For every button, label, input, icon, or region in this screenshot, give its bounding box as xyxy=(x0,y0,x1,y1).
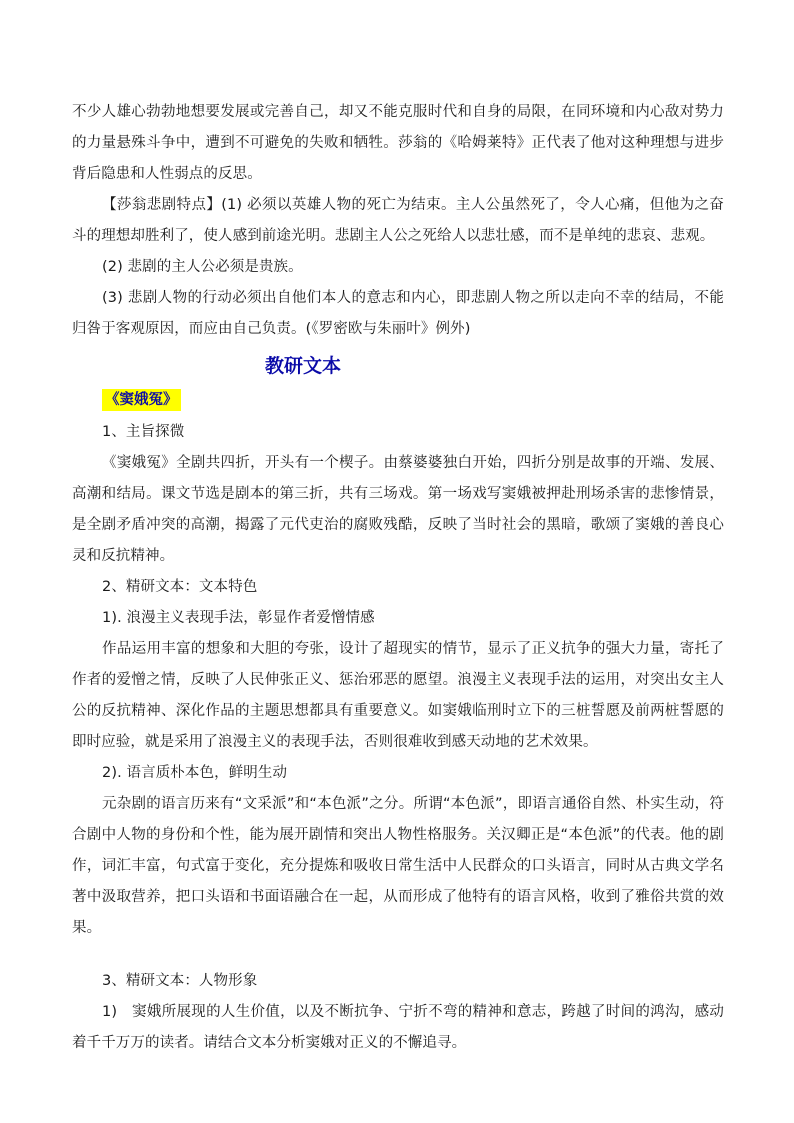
subsection-1-heading: 1、主旨探微 xyxy=(102,424,185,440)
subsection-2-2-heading: 2). 语言质朴本色，鲜明生动 xyxy=(102,765,288,781)
subsection-2-1-heading: 1). 浪漫主义表现手法，彰显作者爱憎情感 xyxy=(102,610,375,626)
work-tag-row xyxy=(72,385,724,415)
subsection-3-heading: 3、精研文本：人物形象 xyxy=(102,973,258,989)
subsection-3-1-text: 1) 窦娥所展现的人生价值，以及不断抗争、宁折不弯的精神和意志，跨越了时间的鸿沟，感动着千千万万的读者。请结合文本分析窦娥对正义的不懈追寻。 xyxy=(72,1004,724,1051)
intro-paragraph: 不少人雄心勃勃地想要发展或完善自己，却又不能克服时代和自身的局限，在同环境和内心敌对势力的力量悬殊斗争中，遭到不可避免的失败和牺牲。莎翁的《哈姆莱特》正代表了他对这种理想与进步背后隐患和人性弱点的反思。 xyxy=(72,104,724,182)
subsection-2-heading: 2、精研文本：文本特色 xyxy=(102,579,258,595)
subsection-2-2-text: 元杂剧的语言历来有“文采派”和“本色派”之分。所谓“本色派”，即语言通俗自然、朴实生动，符合剧中人物的身份和个性，能为展开剧情和突出人物性格服务。关汉卿正是“本色派”的代表。他的剧作，词汇丰富，句式富于变化，充分提炼和吸收日常生活中人民群众的口头语言，同时从古典文学名著中汲取营养，把口头语和书面语融合在一起，从而形成了他特有的语言风格，收到了雅俗共赏的效果。 xyxy=(72,796,724,936)
shakespeare-tragedy-features: 【莎翁悲剧特点】(1) 必须以英雄人物的死亡为结束。主人公虽然死了，令人心痛，但他为之奋斗的理想却胜利了，使人感到前途光明。悲剧主人公之死给人以悲壮感，而不是单纯的悲哀、悲观。 xyxy=(72,197,724,244)
subsection-1-text: 《窦娥冤》全剧共四折，开头有一个楔子。由蔡婆婆独白开始，四折分别是故事的开端、发展、高潮和结局。课文节选是剧本的第三折，共有三场戏。第一场戏写窦娥被押赴刑场杀害的悲惨情景，是全剧矛盾冲突的高潮，揭露了元代吏治的腐败残酷，反映了当时社会的黑暗，歌颂了窦娥的善良心灵和反抗精神。 xyxy=(72,455,724,564)
work-tag: 《窦娥冤》 xyxy=(102,389,181,411)
spacer xyxy=(72,944,724,966)
document-page xyxy=(72,97,724,1059)
subsection-2-1-text: 作品运用丰富的想象和大胆的夸张，设计了超现实的情节，显示了正义抗争的强大力量，寄托了作者的爱憎之情，反映了人民伸张正义、惩治邪恶的愿望。浪漫主义表现手法的运用，对突出女主人公的反抗精神、深化作品的主题思想都具有重要意义。如窦娥临刑时立下的三桩誓愿及前两桩誓愿的即时应验，就是采用了浪漫主义的表现手法，否则很难收到感天动地的艺术效果。 xyxy=(72,641,724,750)
tragedy-feature-3: (3) 悲剧人物的行动必须出自他们本人的意志和内心，即悲剧人物之所以走向不幸的结局，不能归咎于客观原因，而应由自己负责。(《罗密欧与朱丽叶》例外) xyxy=(72,290,724,337)
section-title: 教研文本 xyxy=(265,355,342,377)
tragedy-feature-2: (2) 悲剧的主人公必须是贵族。 xyxy=(102,259,303,275)
